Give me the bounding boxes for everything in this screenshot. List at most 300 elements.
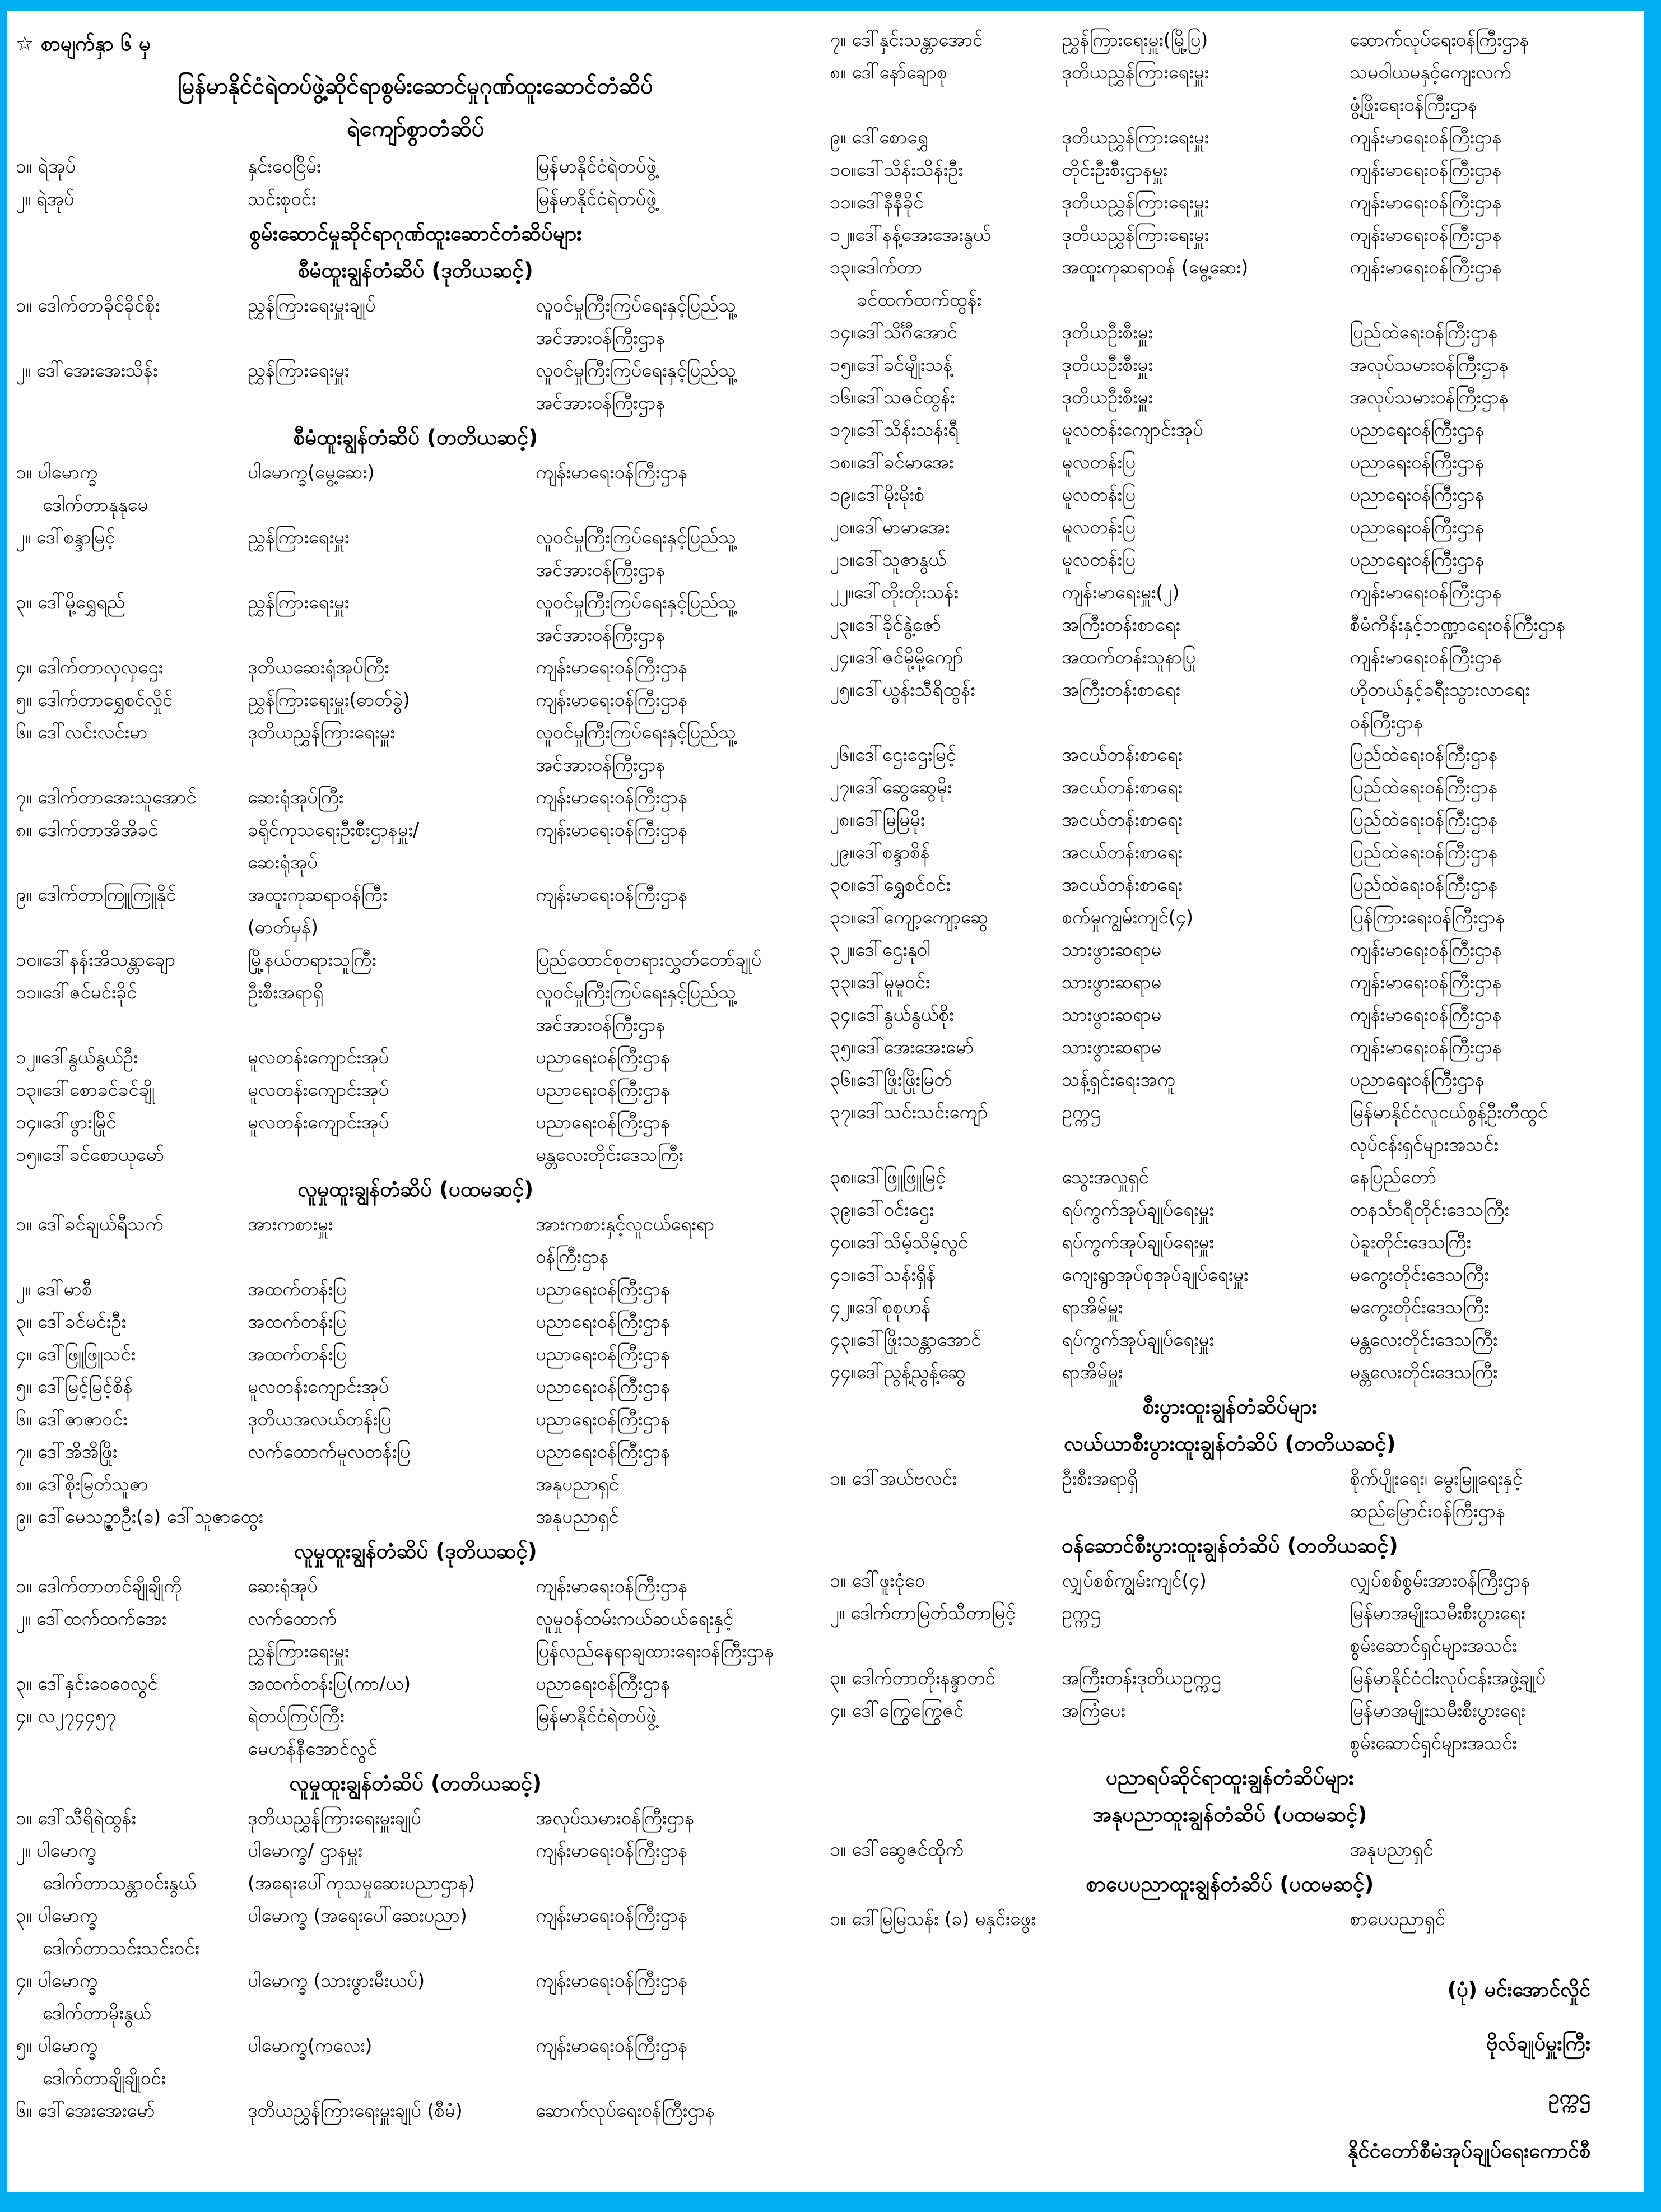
- row-position: [248, 879, 536, 944]
- row-department-line: လုပ်ငန်းရှင်များအသင်း: [1350, 1133, 1499, 1155]
- row-position-line: ညွှန်ကြားရေးမှူး: [247, 591, 350, 613]
- row-name-line: ၁၀။ဒေါ်သိန်းသိန်းဦး: [830, 159, 963, 180]
- table-row: [830, 608, 1630, 641]
- row-name-line: ၂။ ဒေါက်တာမြတ်သီတာမြင့်: [830, 1602, 1016, 1624]
- row-position: [1062, 1161, 1350, 1193]
- section-heading: လူမှုထူးချွန်တံဆိပ် (တတိယဆင့်): [289, 1771, 542, 1795]
- row-department-line: ပညာရေးဝန်ကြီးဌာန: [535, 1375, 671, 1397]
- row-department-line: ကျန်းမာရေးဝန်ကြီးဌာန: [1350, 256, 1502, 278]
- row-position: [248, 716, 536, 749]
- row-position: [248, 150, 536, 183]
- row-name-line: ဒေါက်တာသင်းသင်းဝင်း: [43, 1937, 199, 1959]
- row-department-line: ကျန်းမာရေးဝန်ကြီးဌာန: [535, 786, 688, 808]
- row-position-line: သားဖွားဆရာမ: [1062, 1003, 1162, 1025]
- row-department: [536, 1700, 816, 1732]
- row-department: [1350, 1258, 1630, 1291]
- row-name: [16, 1500, 263, 1533]
- row-department: [1350, 933, 1630, 966]
- table-row: [830, 836, 1630, 868]
- row-department: [1350, 543, 1630, 576]
- table-row: [16, 651, 816, 684]
- table-row: [830, 933, 1630, 966]
- row-department: [536, 1570, 816, 1602]
- table-row: [16, 1964, 816, 2029]
- row-department-line: အင်အားဝန်ကြီးဌာန: [535, 327, 666, 348]
- row-department-line: လျှပ်စစ်စွမ်းအားဝန်ကြီးဌာန: [1350, 1569, 1530, 1591]
- row-position: [248, 1041, 536, 1074]
- table-row: [16, 354, 816, 419]
- row-department: [1350, 1096, 1630, 1161]
- row-position: [1062, 511, 1350, 543]
- row-position-line: အထူးကုဆရာဝန် (မွေ့ဆေး): [1062, 256, 1249, 278]
- row-position: [248, 183, 536, 215]
- table-row: [16, 1138, 816, 1171]
- row-position: [248, 651, 536, 684]
- table-row: [16, 781, 816, 814]
- row-department-line: မြန်မာနိုင်ငံရဲတပ်ဖွဲ့: [535, 1705, 657, 1727]
- row-department: [1350, 1662, 1630, 1694]
- row-name: [830, 1193, 1062, 1226]
- row-department-line: ပညာရေးဝန်ကြီးဌာန: [535, 1408, 671, 1430]
- table-row: [830, 511, 1630, 543]
- row-name-line: ၅။ ပါမောက္ခ: [16, 2034, 98, 2056]
- row-name-line: ၅။ ဒေါ်မြင့်မြင့်စိန်: [16, 1375, 133, 1397]
- row-department-line: မြန်မာနိုင်ငံငါးလုပ်ငန်းအဖွဲ့ချုပ်: [1350, 1667, 1546, 1689]
- row-name: [830, 154, 1062, 186]
- row-position-line: ဒုတိယညွှန်ကြားရေးမှူး: [1062, 61, 1209, 83]
- row-position-line: ဒုတိယဦးစီးမှူး: [1062, 386, 1153, 408]
- row-name-line: ၁၇။ဒေါ်သိန်းသန်းရီ: [830, 419, 959, 440]
- signature-line: နိုင်ငံတော်စီမံအုပ်ချုပ်ရေးကောင်စီ: [1347, 2140, 1590, 2163]
- row-position: [248, 1338, 536, 1370]
- row-position-line: အထက်တန်းပြ: [247, 1278, 347, 1300]
- row-name: [16, 150, 248, 183]
- row-position-line: သားဖွားဆရာမ: [1062, 1036, 1162, 1058]
- table-row: [16, 879, 816, 944]
- row-name: [16, 944, 248, 976]
- row-department-line: မြန်မာနိုင်ငံရဲတပ်ဖွဲ့: [535, 155, 657, 177]
- section-heading: ရဲကျော်စွာတံဆိပ်: [346, 116, 485, 142]
- row-position-line: အငယ်တန်းစာရေး: [1062, 873, 1183, 895]
- row-position: [248, 1273, 536, 1305]
- row-name: [830, 901, 1062, 933]
- row-position-line: ဆေးရုံအုပ်: [247, 851, 318, 873]
- row-department-line: ဆောက်လုပ်ရေးဝန်ကြီးဌာန: [535, 2099, 715, 2121]
- row-position-line: ဆေးရုံအုပ်: [247, 1575, 318, 1597]
- section-heading: ဝန်ဆောင်စီးပွားထူးချွန်တံဆိပ် (တတိယဆင့်): [1061, 1533, 1398, 1558]
- row-position: [1062, 1694, 1350, 1727]
- row-name-line: ၄၂။ဒေါ်စုစုဟန်: [830, 1296, 931, 1318]
- section-heading: လူမှုထူးချွန်တံဆိပ် (ပထမဆင့်): [297, 1177, 534, 1201]
- table-row: [16, 183, 816, 215]
- row-name: [830, 219, 1062, 251]
- row-department: [1350, 576, 1630, 608]
- row-department: [536, 651, 816, 684]
- table-row: [830, 381, 1630, 413]
- row-department: [536, 1403, 816, 1435]
- row-name-line: ဒေါက်တာသန္တာဝင်းနွယ်: [43, 1872, 197, 1894]
- row-position-line: သန့်ရှင်းရေးအကူ: [1062, 1068, 1175, 1090]
- row-name: [830, 608, 1062, 641]
- row-name: [830, 868, 1062, 901]
- row-department-line: ပြည်ထဲရေးဝန်ကြီးဌာန: [1350, 808, 1498, 830]
- row-position-line: ညွှန်ကြားရေးမှူး: [247, 526, 350, 548]
- table-row: [830, 24, 1630, 56]
- row-name-line: ၁။ ဒေါ်သီရိရဲထွန်း: [16, 1807, 136, 1829]
- row-position: [1062, 998, 1350, 1031]
- row-position-line: အကြံပေး: [1062, 1699, 1125, 1721]
- row-name: [830, 1226, 1062, 1258]
- row-name-line: ၂။ ရဲအုပ်: [16, 188, 75, 210]
- row-department: [1350, 511, 1630, 543]
- row-department: [536, 586, 816, 651]
- row-name: [830, 1564, 1062, 1597]
- row-position: [248, 1700, 536, 1765]
- table-row: [16, 1403, 816, 1435]
- signature-block: [830, 1963, 1630, 2178]
- row-department: [536, 150, 816, 183]
- row-position: [248, 684, 536, 716]
- row-department-line: ပြည်ထဲရေးဝန်ကြီးဌာန: [1350, 841, 1498, 863]
- row-department-line: စာပေပညာရှင်: [1350, 1908, 1445, 1930]
- row-name: [830, 1323, 1062, 1356]
- table-row: [16, 1305, 816, 1338]
- row-position-line: သင်းစုဝင်း: [247, 188, 317, 210]
- row-name: [16, 1338, 248, 1370]
- row-name: [16, 1802, 248, 1834]
- row-department-line: ပညာရေးဝန်ကြီးဌာန: [535, 1079, 671, 1100]
- row-name: [16, 1403, 248, 1435]
- row-department: [1350, 771, 1630, 803]
- row-department-line: စီမံကိန်းနှင့်ဘဏ္ဍာရေးဝန်ကြီးဌာန: [1350, 614, 1566, 635]
- row-name-line: ခင်ထက်ထက်ထွန်း: [857, 289, 982, 310]
- row-department-line: ပညာရေးဝန်ကြီးဌာန: [1350, 1068, 1485, 1090]
- row-department: [1350, 1694, 1630, 1759]
- row-position: [248, 2029, 536, 2062]
- row-position-line: သားဖွားဆရာမ: [1062, 938, 1162, 960]
- row-position-line: ဒုတိယဦးစီးမှူး: [1062, 354, 1153, 375]
- table-row: [16, 150, 816, 183]
- row-department: [1350, 1323, 1630, 1356]
- row-department-line: မြန်မာနိုင်ငံလူငယ်စွန့်ဦးတီထွင်: [1350, 1101, 1548, 1123]
- row-position: [1062, 1193, 1350, 1226]
- row-position: [1062, 1291, 1350, 1323]
- row-name: [830, 998, 1062, 1031]
- row-department-line: ကျန်းမာရေးဝန်ကြီးဌာန: [1350, 191, 1502, 213]
- table-row: [830, 1193, 1630, 1226]
- row-position: [1062, 1462, 1350, 1495]
- row-department-line: လူမှုဝန်ထမ်းကယ်ဆယ်ရေးနှင့်: [535, 1607, 734, 1629]
- table-row: [830, 1258, 1630, 1291]
- row-name-line: ၄၀။ဒေါ်သိမ့်သိမ့်လွင်: [830, 1231, 969, 1253]
- row-department-line: ပညာရေးဝန်ကြီးဌာန: [1350, 484, 1485, 505]
- row-position-line: ဒုတိယညွှန်ကြားရေးမှူးချုပ်: [247, 1807, 421, 1829]
- row-department-line: အင်အားဝန်ကြီးဌာန: [535, 559, 666, 580]
- table-row: [830, 413, 1630, 446]
- row-position-line: ဒုတိယညွှန်ကြားရေးမှူး: [1062, 126, 1209, 148]
- row-name-line: ၄၄။ဒေါ်ညွန့်ညွန့်ဆွေ: [830, 1361, 966, 1383]
- row-name: [830, 381, 1062, 413]
- row-name: [16, 814, 248, 846]
- row-name-line: ၄၃။ဒေါ်ဖြိုးသန္တာအောင်: [830, 1328, 981, 1350]
- page-reference: ☆ စာမျက်နှာ ၆ မှ: [16, 32, 151, 55]
- row-position-line: မြို့နယ်တရားသူကြီး: [247, 949, 376, 970]
- row-position: [1062, 316, 1350, 348]
- row-department: [1350, 1063, 1630, 1096]
- row-position-line: မူလတန်းပြ: [1062, 451, 1136, 473]
- row-position-line: ပါမောက္ခ(မွေ့ဆေး): [247, 461, 375, 483]
- row-position: [1062, 348, 1350, 381]
- table-row: [16, 1273, 816, 1305]
- table-row: [830, 1903, 1630, 1935]
- row-position-line: ဥက္ကဌ: [1062, 1602, 1101, 1624]
- row-position: [1062, 1356, 1350, 1388]
- row-position-line: ရာအိမ်မှူး: [1062, 1296, 1123, 1318]
- row-position-line: အထက်တန်းပြ: [247, 1343, 347, 1365]
- row-department-line: မန္တလေးတိုင်းဒေသကြီး: [1350, 1328, 1498, 1350]
- table-row: [16, 1602, 816, 1667]
- row-position: [248, 1602, 536, 1667]
- row-department: [536, 1273, 816, 1305]
- row-department-line: ပညာရေးဝန်ကြီးဌာန: [1350, 549, 1485, 570]
- row-department: [536, 1041, 816, 1074]
- row-position: [248, 976, 536, 1009]
- row-position: [248, 1667, 536, 1700]
- row-name-line: ၂၃။ဒေါ်ခိုင်နွဲ့ဇော်: [830, 614, 942, 635]
- row-name-line: ၃၆။ဒေါ်ဖြိုးဖြိုးမြတ်: [830, 1068, 952, 1090]
- signature-line: ဗိုလ်ချုပ်မှူးကြီး: [1486, 2032, 1590, 2055]
- table-row: [830, 901, 1630, 933]
- row-department: [1350, 1031, 1630, 1063]
- row-name: [16, 1138, 248, 1171]
- row-name-line: ၉။ ဒေါ်မေသဥ္ဇာဦး(ခ) ဒေါ်သူဇာထွေး: [16, 1505, 263, 1527]
- row-position: [248, 1802, 536, 1834]
- row-name-line: ၂၆။ဒေါ်ဌေးဌေးမြင့်: [830, 743, 956, 765]
- table-row: [16, 2094, 816, 2127]
- row-department: [1350, 1903, 1630, 1935]
- row-name: [830, 121, 1062, 154]
- row-department-line: ပြည်ထဲရေးဝန်ကြီးဌာန: [1350, 321, 1498, 343]
- row-position: [1062, 24, 1350, 56]
- row-department: [536, 1602, 816, 1667]
- row-department: [536, 1305, 816, 1338]
- row-position-line: အကြီးတန်းစာရေး: [1062, 614, 1180, 635]
- row-position-line: ဥက္ကဌ: [1062, 1101, 1101, 1123]
- row-position-line: မူလတန်းကျောင်းအုပ်: [247, 1046, 389, 1068]
- section-heading: စွမ်းဆောင်မှုဆိုင်ရာဂုဏ်ထူးဆောင်တံဆိပ်များ: [249, 221, 582, 245]
- row-position-line: ရာအိမ်မှူး: [1062, 1361, 1123, 1383]
- row-name-line: ၁၈။ဒေါ်ခင်မာအေး: [830, 451, 954, 473]
- row-name: [830, 56, 1062, 89]
- row-department-line: ဝန်ကြီးဌာန: [535, 1246, 609, 1267]
- row-name-line: ၂။ ဒေါ်ထက်ထက်အေး: [16, 1607, 167, 1629]
- row-department-line: ပဲခူးတိုင်းဒေသကြီး: [1350, 1231, 1471, 1253]
- row-position: [1062, 641, 1350, 673]
- row-department: [536, 1964, 816, 1997]
- row-department-line: လူဝင်မှုကြီးကြပ်ရေးနှင့်ပြည်သူ့: [535, 294, 737, 316]
- row-name-line: ၁၂။ဒေါ်နွယ်နွယ်ဦး: [16, 1046, 138, 1068]
- row-name: [830, 478, 1062, 511]
- table-row: [16, 1700, 816, 1765]
- row-name: [16, 976, 248, 1009]
- row-name-line: ၉။ ဒေါ်စောရွှေ: [830, 126, 928, 148]
- row-department: [1350, 219, 1630, 251]
- row-name: [16, 1570, 248, 1602]
- row-name-line: ၁။ ဒေါ်ဖူးငုံဝေ: [830, 1569, 925, 1591]
- row-name: [16, 879, 248, 911]
- row-name-line: ၃။ ဒေါက်တာတိုးနန္ဒာတင်: [830, 1667, 995, 1689]
- row-department-line: ကျန်းမာရေးဝန်ကြီးဌာန: [1350, 126, 1502, 148]
- row-position-line: နှင်းဝေငြိမ်း: [247, 155, 322, 177]
- row-name-line: ၂၈။ဒေါ်မြမြမိုး: [830, 808, 925, 830]
- table-row: [16, 1435, 816, 1468]
- row-name: [830, 1662, 1062, 1694]
- row-department-line: အလုပ်သမားဝန်ကြီးဌာန: [1350, 354, 1509, 375]
- right-column: [830, 24, 1630, 2187]
- row-position-line: မူလတန်းကျောင်းအုပ်: [247, 1111, 389, 1133]
- row-department: [536, 1899, 816, 1932]
- row-name-line: ၄။ ဒေါ်ကြွေကြွေဇင်: [830, 1699, 964, 1721]
- row-department-line: အလုပ်သမားဝန်ကြီးဌာန: [535, 1807, 695, 1829]
- row-department-line: ပြည်ထဲရေးဝန်ကြီးဌာန: [1350, 873, 1498, 895]
- row-name-line: ၃။ ဒေါ်ခင်မင်းဦး: [16, 1311, 126, 1332]
- row-position: [248, 289, 536, 322]
- row-department: [1350, 998, 1630, 1031]
- row-department: [536, 1468, 816, 1500]
- row-position-line: စက်မှုကျွမ်းကျင်(၄): [1062, 906, 1194, 928]
- table-row: [16, 1468, 816, 1500]
- row-department-line: ပညာရေးဝန်ကြီးဌာန: [535, 1111, 671, 1133]
- table-row: [16, 1667, 816, 1700]
- row-department-line: ပြည်ထဲရေးဝန်ကြီးဌာန: [1350, 743, 1498, 765]
- row-department-line: ကျန်းမာရေးဝန်ကြီးဌာန: [535, 2034, 688, 2056]
- row-name-line: ၃၂။ဒေါ်ဌေးနုဝါ: [830, 938, 930, 960]
- row-position-line: မူလတန်းကျောင်းအုပ်: [1062, 419, 1203, 440]
- row-position: [248, 1899, 536, 1932]
- row-department: [1350, 1193, 1630, 1226]
- row-department: [536, 1138, 816, 1171]
- row-department-line: ပြန်လည်နေရာချထားရေးဝန်ကြီးဌာန: [535, 1640, 774, 1662]
- row-name: [830, 1096, 1062, 1128]
- table-row: [830, 1161, 1630, 1193]
- row-position: [1062, 1564, 1350, 1597]
- table-row: [830, 1031, 1630, 1063]
- row-position-line: ဒုတိယညွှန်ကြားရေးမှူး: [247, 721, 395, 743]
- table-row: [16, 1208, 816, 1273]
- row-department-line: အင်အားဝန်ကြီးဌာန: [535, 1014, 666, 1035]
- row-department-line: လူဝင်မှုကြီးကြပ်ရေးနှင့်ပြည်သူ့: [535, 526, 737, 548]
- table-row: [830, 1096, 1630, 1161]
- row-department: [536, 1500, 816, 1533]
- row-position: [1062, 673, 1350, 706]
- row-department-line: တနင်္သာရီတိုင်းဒေသကြီး: [1350, 1198, 1509, 1220]
- row-position: [1062, 186, 1350, 219]
- row-department-line: ဟိုတယ်နှင့်ခရီးသွားလာရေး: [1350, 679, 1530, 700]
- row-position-line: ရဲတပ်ကြပ်ကြီး: [247, 1705, 345, 1727]
- row-position-line: ပါမောက္ခ (အရေးပေါ်ဆေးပညာ): [247, 1904, 467, 1926]
- section-heading: လူမှုထူးချွန်တံဆိပ် (ဒုတိယဆင့်): [294, 1539, 537, 1563]
- row-department-line: အနုပညာရှင်: [1350, 1838, 1434, 1860]
- row-position-line: အငယ်တန်းစာရေး: [1062, 841, 1183, 863]
- row-position-line: ပါမောက္ခ(ကလေး): [247, 2034, 373, 2056]
- row-name-line: ၈။ ဒေါ်နော်ချောစု: [830, 61, 947, 83]
- row-name: [16, 183, 248, 215]
- row-name-line: ၃။ ပါမောက္ခ: [16, 1904, 98, 1926]
- row-name: [830, 576, 1062, 608]
- row-department-line: လူဝင်မှုကြီးကြပ်ရေးနှင့်ပြည်သူ့: [535, 359, 737, 381]
- row-department-line: ပညာရေးဝန်ကြီးဌာန: [535, 1311, 671, 1332]
- row-position-line: အထက်တန်းပြ(ကာ/ယ): [247, 1672, 411, 1694]
- row-department: [536, 1435, 816, 1468]
- table-row: [830, 803, 1630, 836]
- row-name: [16, 289, 248, 322]
- row-department: [1350, 316, 1630, 348]
- row-name-line: ၂၁။ဒေါ်သူဇာနွယ်: [830, 549, 947, 570]
- table-row: [16, 1370, 816, 1403]
- row-department: [1350, 608, 1630, 641]
- row-name: [830, 933, 1062, 966]
- row-department-line: လူဝင်မှုကြီးကြပ်ရေးနှင့်ပြည်သူ့: [535, 591, 737, 613]
- row-department: [1350, 154, 1630, 186]
- row-department-line: အင်အားဝန်ကြီးဌာန: [535, 754, 666, 775]
- row-department: [1350, 478, 1630, 511]
- table-row: [830, 348, 1630, 381]
- row-name: [830, 24, 1062, 56]
- row-position: [1062, 1662, 1350, 1694]
- row-name: [830, 1063, 1062, 1096]
- row-position: [1062, 738, 1350, 771]
- row-position: [1062, 56, 1350, 89]
- row-department-line: ကျန်းမာရေးဝန်ကြီးဌာန: [1350, 646, 1502, 668]
- row-position: [1062, 121, 1350, 154]
- row-position-line: ဒုတိယညွှန်ကြားရေးမှူးချုပ် (စီမံ): [247, 2099, 463, 2121]
- row-position: [1062, 576, 1350, 608]
- row-department: [1350, 251, 1630, 284]
- row-position: [248, 1834, 536, 1899]
- row-department: [1350, 901, 1630, 933]
- table-row: [830, 1291, 1630, 1323]
- row-position-line: ဒုတိယညွှန်ကြားရေးမှူး: [1062, 224, 1209, 245]
- row-name: [830, 1291, 1062, 1323]
- row-position: [248, 1074, 536, 1106]
- row-position-line: အထက်တန်းသူနာပြု: [1062, 646, 1196, 668]
- row-name: [830, 1903, 1062, 1935]
- table-row: [16, 1041, 816, 1074]
- section-heading: စီးပွားထူးချွန်တံဆိပ်များ: [1142, 1395, 1317, 1419]
- row-name: [16, 1964, 248, 2029]
- row-department-line: ကျန်းမာရေးဝန်ကြီးဌာန: [535, 1969, 688, 1991]
- row-department-line: ကျန်းမာရေးဝန်ကြီးဌာန: [535, 819, 688, 840]
- row-name: [830, 738, 1062, 771]
- table-row: [16, 1802, 816, 1834]
- table-row: [830, 121, 1630, 154]
- table-row: [830, 219, 1630, 251]
- row-position-line: ရပ်ကွက်အုပ်ချုပ်ရေးမှူး: [1062, 1231, 1214, 1253]
- row-position-line: ဒုတိယအလယ်တန်းပြ: [247, 1408, 392, 1430]
- row-name: [830, 1258, 1062, 1291]
- row-name-line: ၁။ ဒေါက်တာခိုင်ခိုင်စိုး: [16, 294, 160, 316]
- row-department-line: ပညာရေးဝန်ကြီးဌာန: [535, 1278, 671, 1300]
- row-name: [830, 543, 1062, 576]
- row-department-line: ဆည်မြောင်းဝန်ကြီးဌာန: [1350, 1500, 1506, 1522]
- row-department: [536, 814, 816, 846]
- table-row: [830, 56, 1630, 121]
- row-department-line: ပညာရေးဝန်ကြီးဌာန: [1350, 419, 1485, 440]
- row-position-line: မူလတန်းပြ: [1062, 484, 1136, 505]
- row-position: [1062, 803, 1350, 836]
- table-row: [830, 998, 1630, 1031]
- row-position-line: ပါမောက္ခ (သားဖွားမီးယပ်): [247, 1969, 425, 1991]
